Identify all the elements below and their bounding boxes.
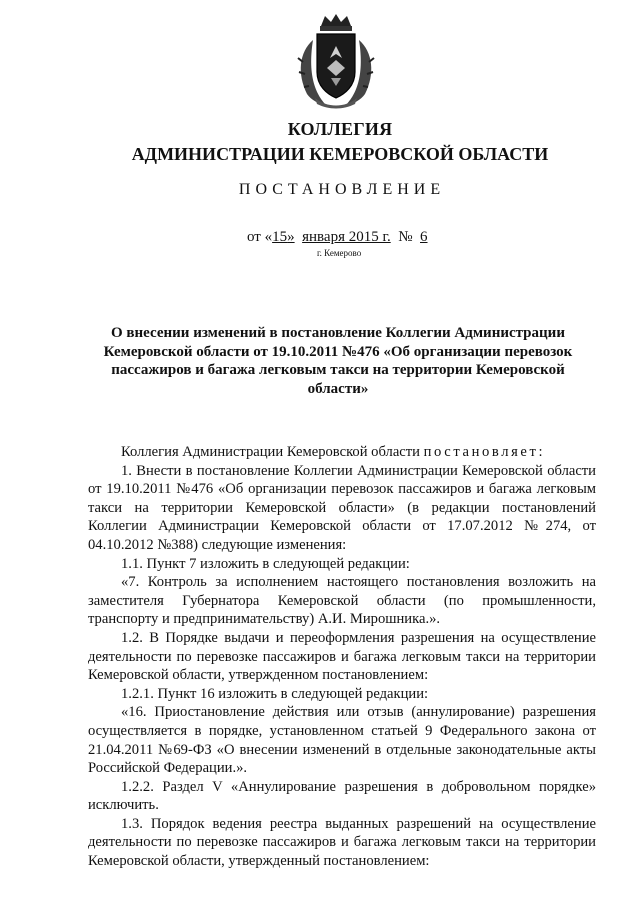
number-sign: № — [398, 229, 413, 245]
paragraph-1-3: 1.3. Порядок ведения реестра выданных разрешений на осуществление деятельности по перевозке пассажиров и багажа легковым такси на территории Кемеровской области, утвержденный постановлением: — [88, 815, 596, 870]
date-day: 15 — [272, 229, 288, 245]
date-prefix: от « — [247, 229, 273, 245]
date-month-year: января 2015 г. — [302, 229, 391, 245]
paragraph-1-2-1-text: «16. Приостановление действия или отзыв (аннулирование) разрешения осуществляется в порядке, установленном статьей 9 Федерального закона от 21.04.2011 №69-ФЗ «О внесении изменений в отдельные законодательные акты Российской Федерации.». — [88, 704, 596, 777]
intro-paragraph — [88, 443, 596, 462]
city-label: г. Кемерово — [317, 248, 362, 258]
paragraph-1-1-text: «7. Контроль за исполнением настоящего постановления возложить на заместителя Губернатора Кемеровской области (по промышленности, транспорту и предпринимательству) А.И. Мирошника.». — [88, 574, 596, 628]
intro-text: Коллегия Администрации Кемеровской области — [121, 444, 420, 460]
intro-verb: постановляет: — [423, 444, 546, 460]
org-title-line1: КОЛЛЕГИЯ — [287, 119, 393, 139]
paragraph-1-2-2: 1.2.2. Раздел V «Аннулирование разрешения в добровольном порядке» исключить. — [88, 778, 596, 814]
paragraph-1: 1. Внести в постановление Коллегии Администрации Кемеровской области от 19.10.2011 №476 «Об организации перевозок пассажиров и багажа легковым такси на территории Кемеровской области» (в редакции постановлений Коллегии Администрации Кемеровской области от 17.07.2012 №274, от 04.10.2012 №388) следующие изменения: — [88, 462, 596, 553]
date-day-close: » — [287, 229, 295, 245]
paragraph-1-2: 1.2. В Порядке выдачи и переоформления разрешения на осуществление деятельности по перевозке пассажиров и багажа легковым такси на территории Кемеровской области, утвержденном постановлением: — [88, 629, 596, 684]
paragraph-1-1: 1.1. Пункт 7 изложить в следующей редакции: — [121, 555, 410, 572]
date-line — [247, 229, 428, 246]
coat-of-arms-emblem — [293, 12, 379, 110]
document-number: 6 — [420, 229, 428, 245]
document-subject: О внесении изменений в постановление Коллегии Администрации Кемеровской области от 19.10.2011 №476 «Об организации перевозок пассажиров и багажа легковым такси на территории Кемеровской области» — [103, 325, 573, 397]
org-title-line2: АДМИНИСТРАЦИИ КЕМЕРОВСКОЙ ОБЛАСТИ — [131, 144, 549, 164]
document-body — [88, 443, 596, 871]
paragraph-1-2-1: 1.2.1. Пункт 16 изложить в следующей редакции: — [121, 685, 429, 702]
document-type: ПОСТАНОВЛЕНИЕ — [238, 181, 446, 198]
